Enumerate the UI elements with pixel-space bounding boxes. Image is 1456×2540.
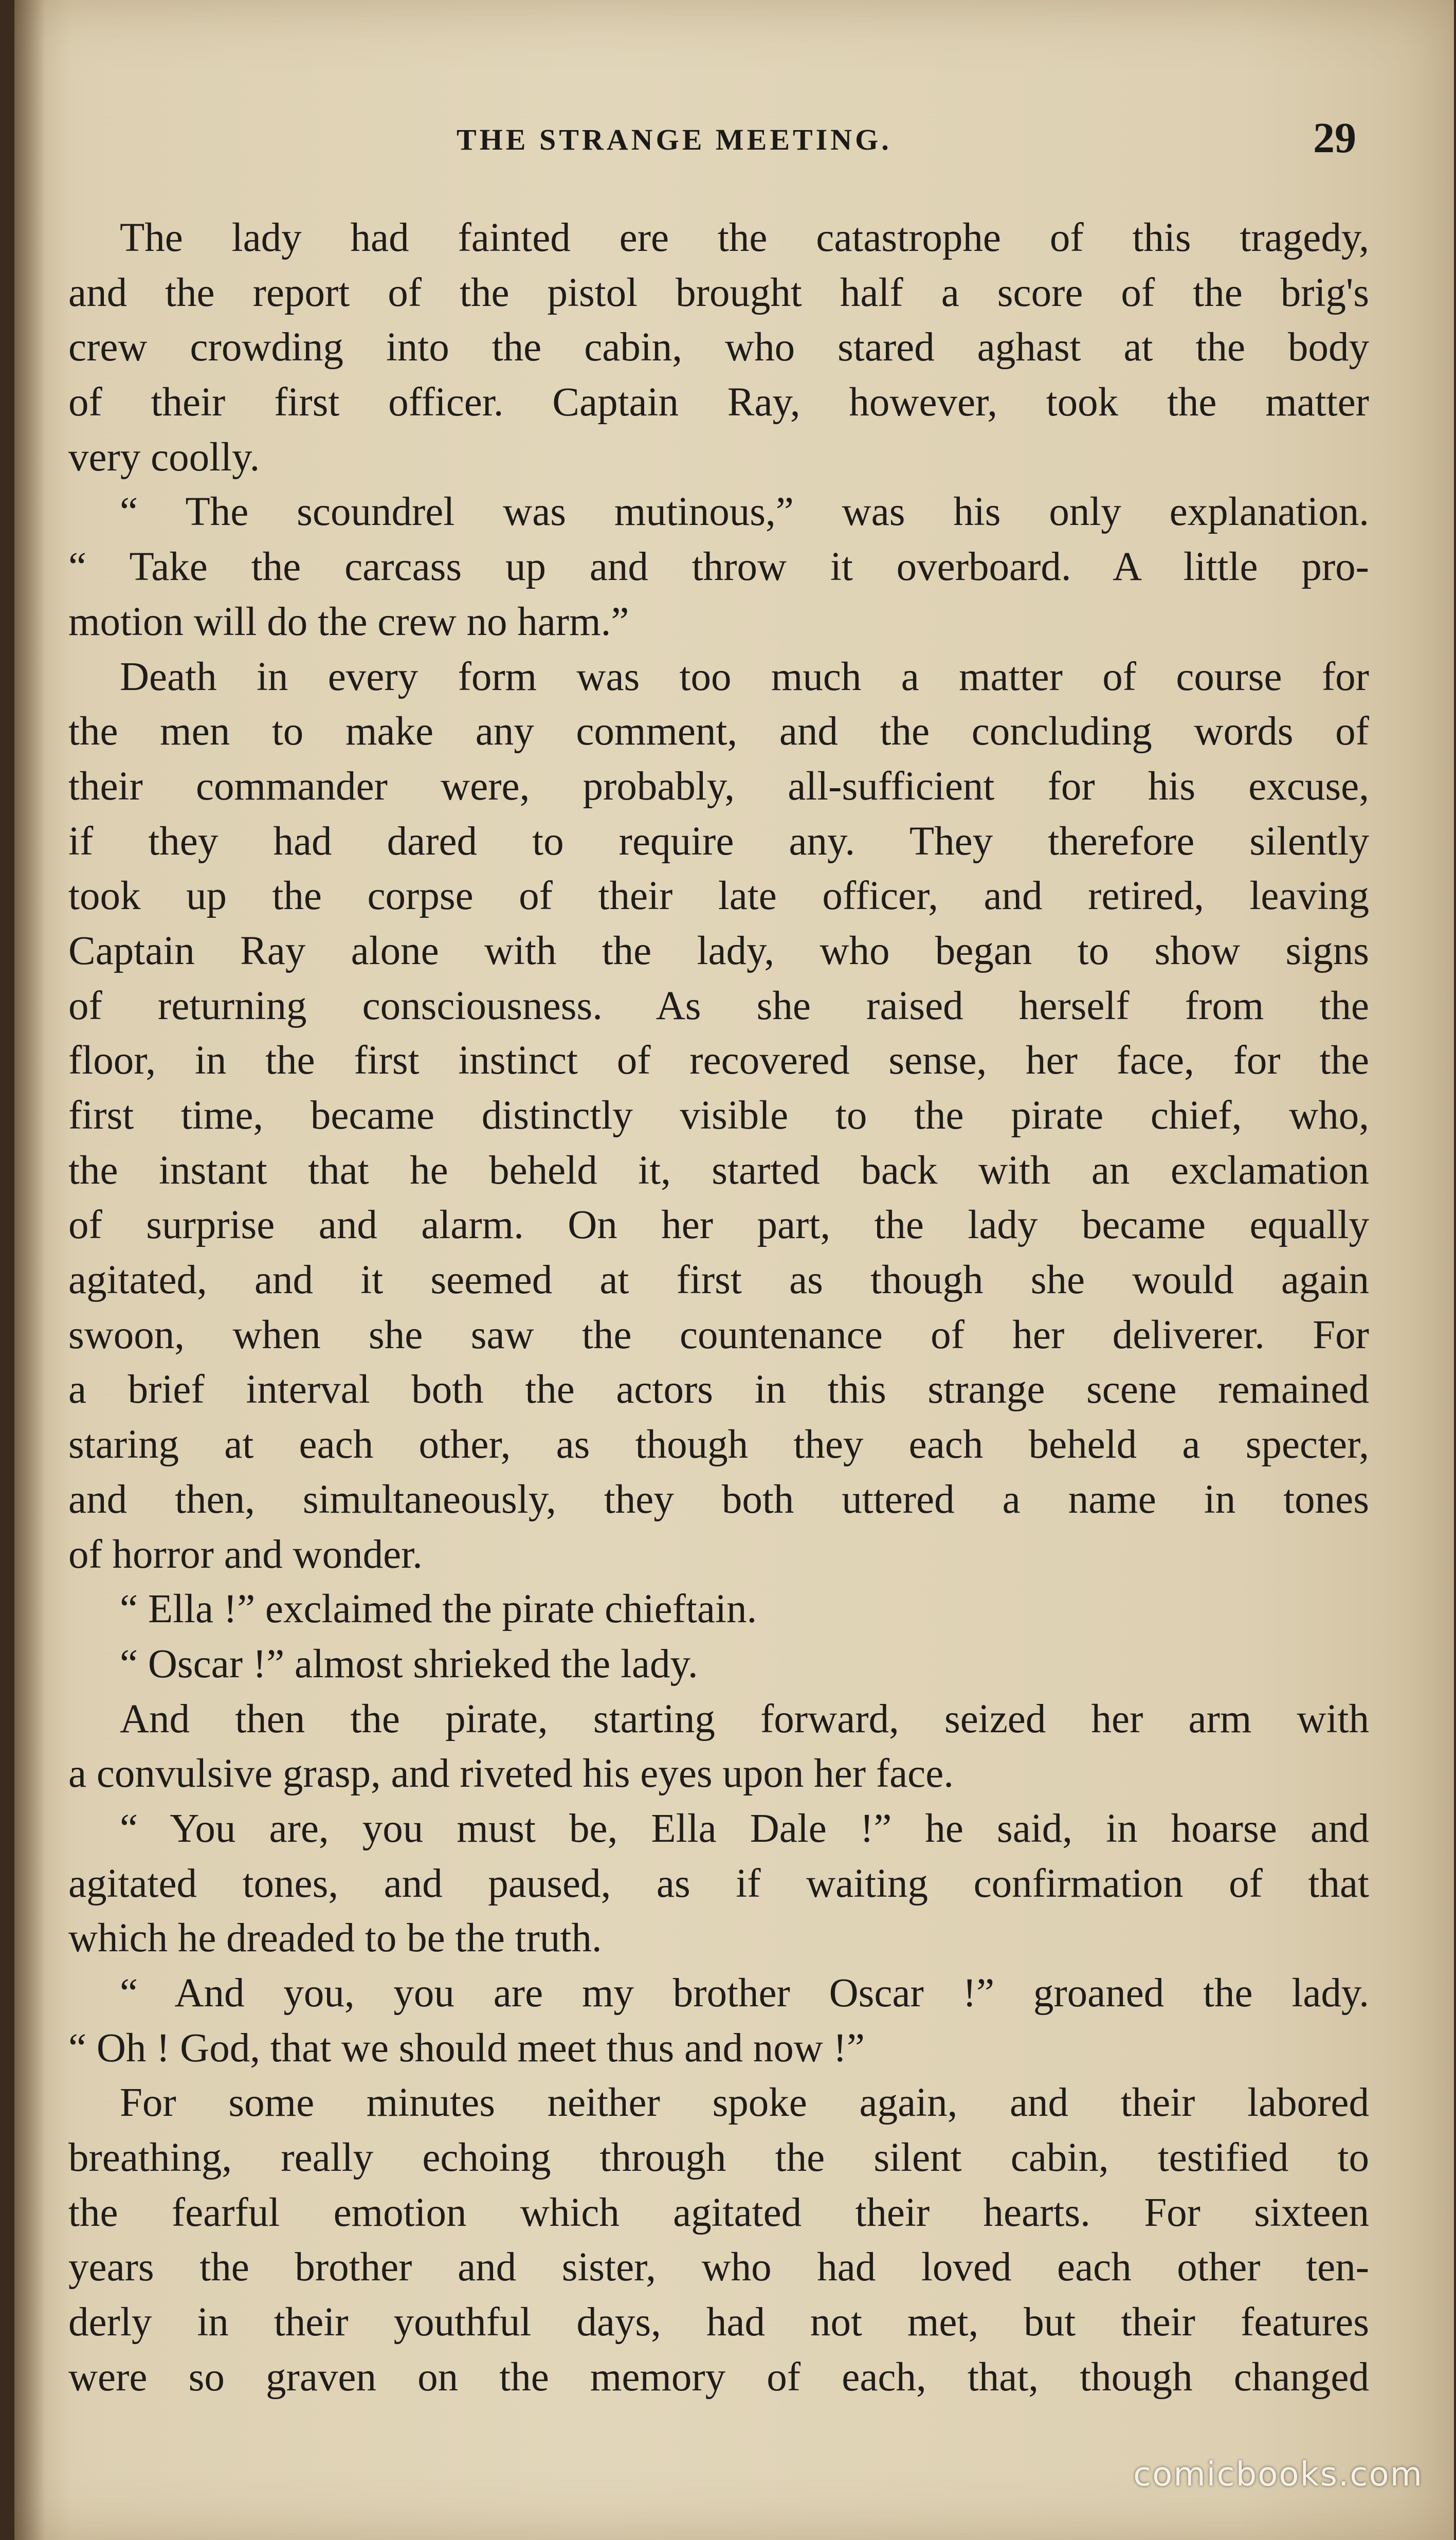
text-line: a brief interval both the actors in this strange scene remained (68, 1367, 1369, 1412)
text-line: the fearful emotion which agitated their hearts. For sixteen (68, 2190, 1369, 2235)
text-line: “ Oh ! God, that we should meet thus and now !” (68, 2025, 865, 2071)
text-line: “ You are, you must be, Ella Dale !” he said, in hoarse and (120, 1806, 1369, 1851)
text-line: of returning consciousness. As she raised herself from the (68, 983, 1369, 1028)
text-line: motion will do the crew no harm.” (68, 599, 629, 644)
text-line: agitated, and it seemed at first as though she would again (68, 1258, 1369, 1303)
text-line: breathing, really echoing through the silent cabin, testified to (68, 2135, 1369, 2181)
text-line: Captain Ray alone with the lady, who began to show signs (68, 928, 1369, 973)
body-text (68, 211, 1369, 2405)
text-line: “ Take the carcass up and throw it overboard. A little pro- (68, 545, 1369, 590)
text-line: and the report of the pistol brought half a score of the brig's (68, 270, 1369, 315)
text-line: and then, simultaneously, they both uttered a name in tones (68, 1477, 1369, 1522)
running-head: THE STRANGE MEETING. (457, 123, 892, 156)
text-line: crew crowding into the cabin, who stared aghast at the body (68, 325, 1369, 370)
text-line: years the brother and sister, who had loved each other ten- (68, 2245, 1369, 2290)
text-line: very coolly. (68, 434, 260, 480)
text-line: For some minutes neither spoke again, and their labored (120, 2080, 1369, 2126)
text-line: Death in every form was too much a matter of course for (120, 654, 1369, 699)
text-line: “ And you, you are my brother Oscar !” groaned the lady. (120, 1971, 1369, 2016)
text-line: first time, became distinctly visible to the pirate chief, who, (68, 1093, 1369, 1138)
watermark: comicbooks.com (1133, 2456, 1423, 2494)
text-line: the instant that he beheld it, started back with an exclamation (68, 1148, 1369, 1193)
text-line: of their first officer. Captain Ray, however, took the matter (68, 380, 1369, 425)
text-line: staring at each other, as though they each beheld a specter, (68, 1422, 1369, 1467)
text-line: a convulsive grasp, and riveted his eyes upon her face. (68, 1751, 954, 1797)
text-line: floor, in the first instinct of recovered sense, her face, for the (68, 1038, 1369, 1083)
text-line: their commander were, probably, all-sufficient for his excuse, (68, 764, 1369, 809)
text-line: And then the pirate, starting forward, seized her arm with (120, 1696, 1369, 1741)
text-line: The lady had fainted ere the catastrophe of this tragedy, (120, 215, 1369, 260)
spine-shadow (14, 0, 45, 2540)
text-line: derly in their youthful days, had not met, but their features (68, 2300, 1369, 2345)
text-line: “ The scoundrel was mutinous,” was his only explanation. (120, 489, 1369, 535)
page-header (97, 113, 1356, 162)
text-line: agitated tones, and paused, as if waiting confirmation of that (68, 1861, 1369, 1906)
text-line: “ Ella !” exclaimed the pirate chieftain. (120, 1587, 757, 1632)
text-line: which he dreaded to be the truth. (68, 1916, 602, 1961)
text-line: swoon, when she saw the countenance of her deliverer. For (68, 1312, 1369, 1357)
text-line: the men to make any comment, and the concluding words of (68, 709, 1369, 754)
text-line: took up the corpse of their late officer, and retired, leaving (68, 874, 1369, 919)
text-line: of surprise and alarm. On her part, the lady became equally (68, 1203, 1369, 1248)
book-page (14, 0, 1454, 2540)
page-number: 29 (1313, 114, 1356, 162)
text-line: were so graven on the memory of each, that, though changed (68, 2354, 1369, 2400)
text-line: of horror and wonder. (68, 1532, 423, 1577)
text-line: if they had dared to require any. They therefore silently (68, 819, 1369, 864)
text-line: “ Oscar !” almost shrieked the lady. (120, 1641, 698, 1686)
